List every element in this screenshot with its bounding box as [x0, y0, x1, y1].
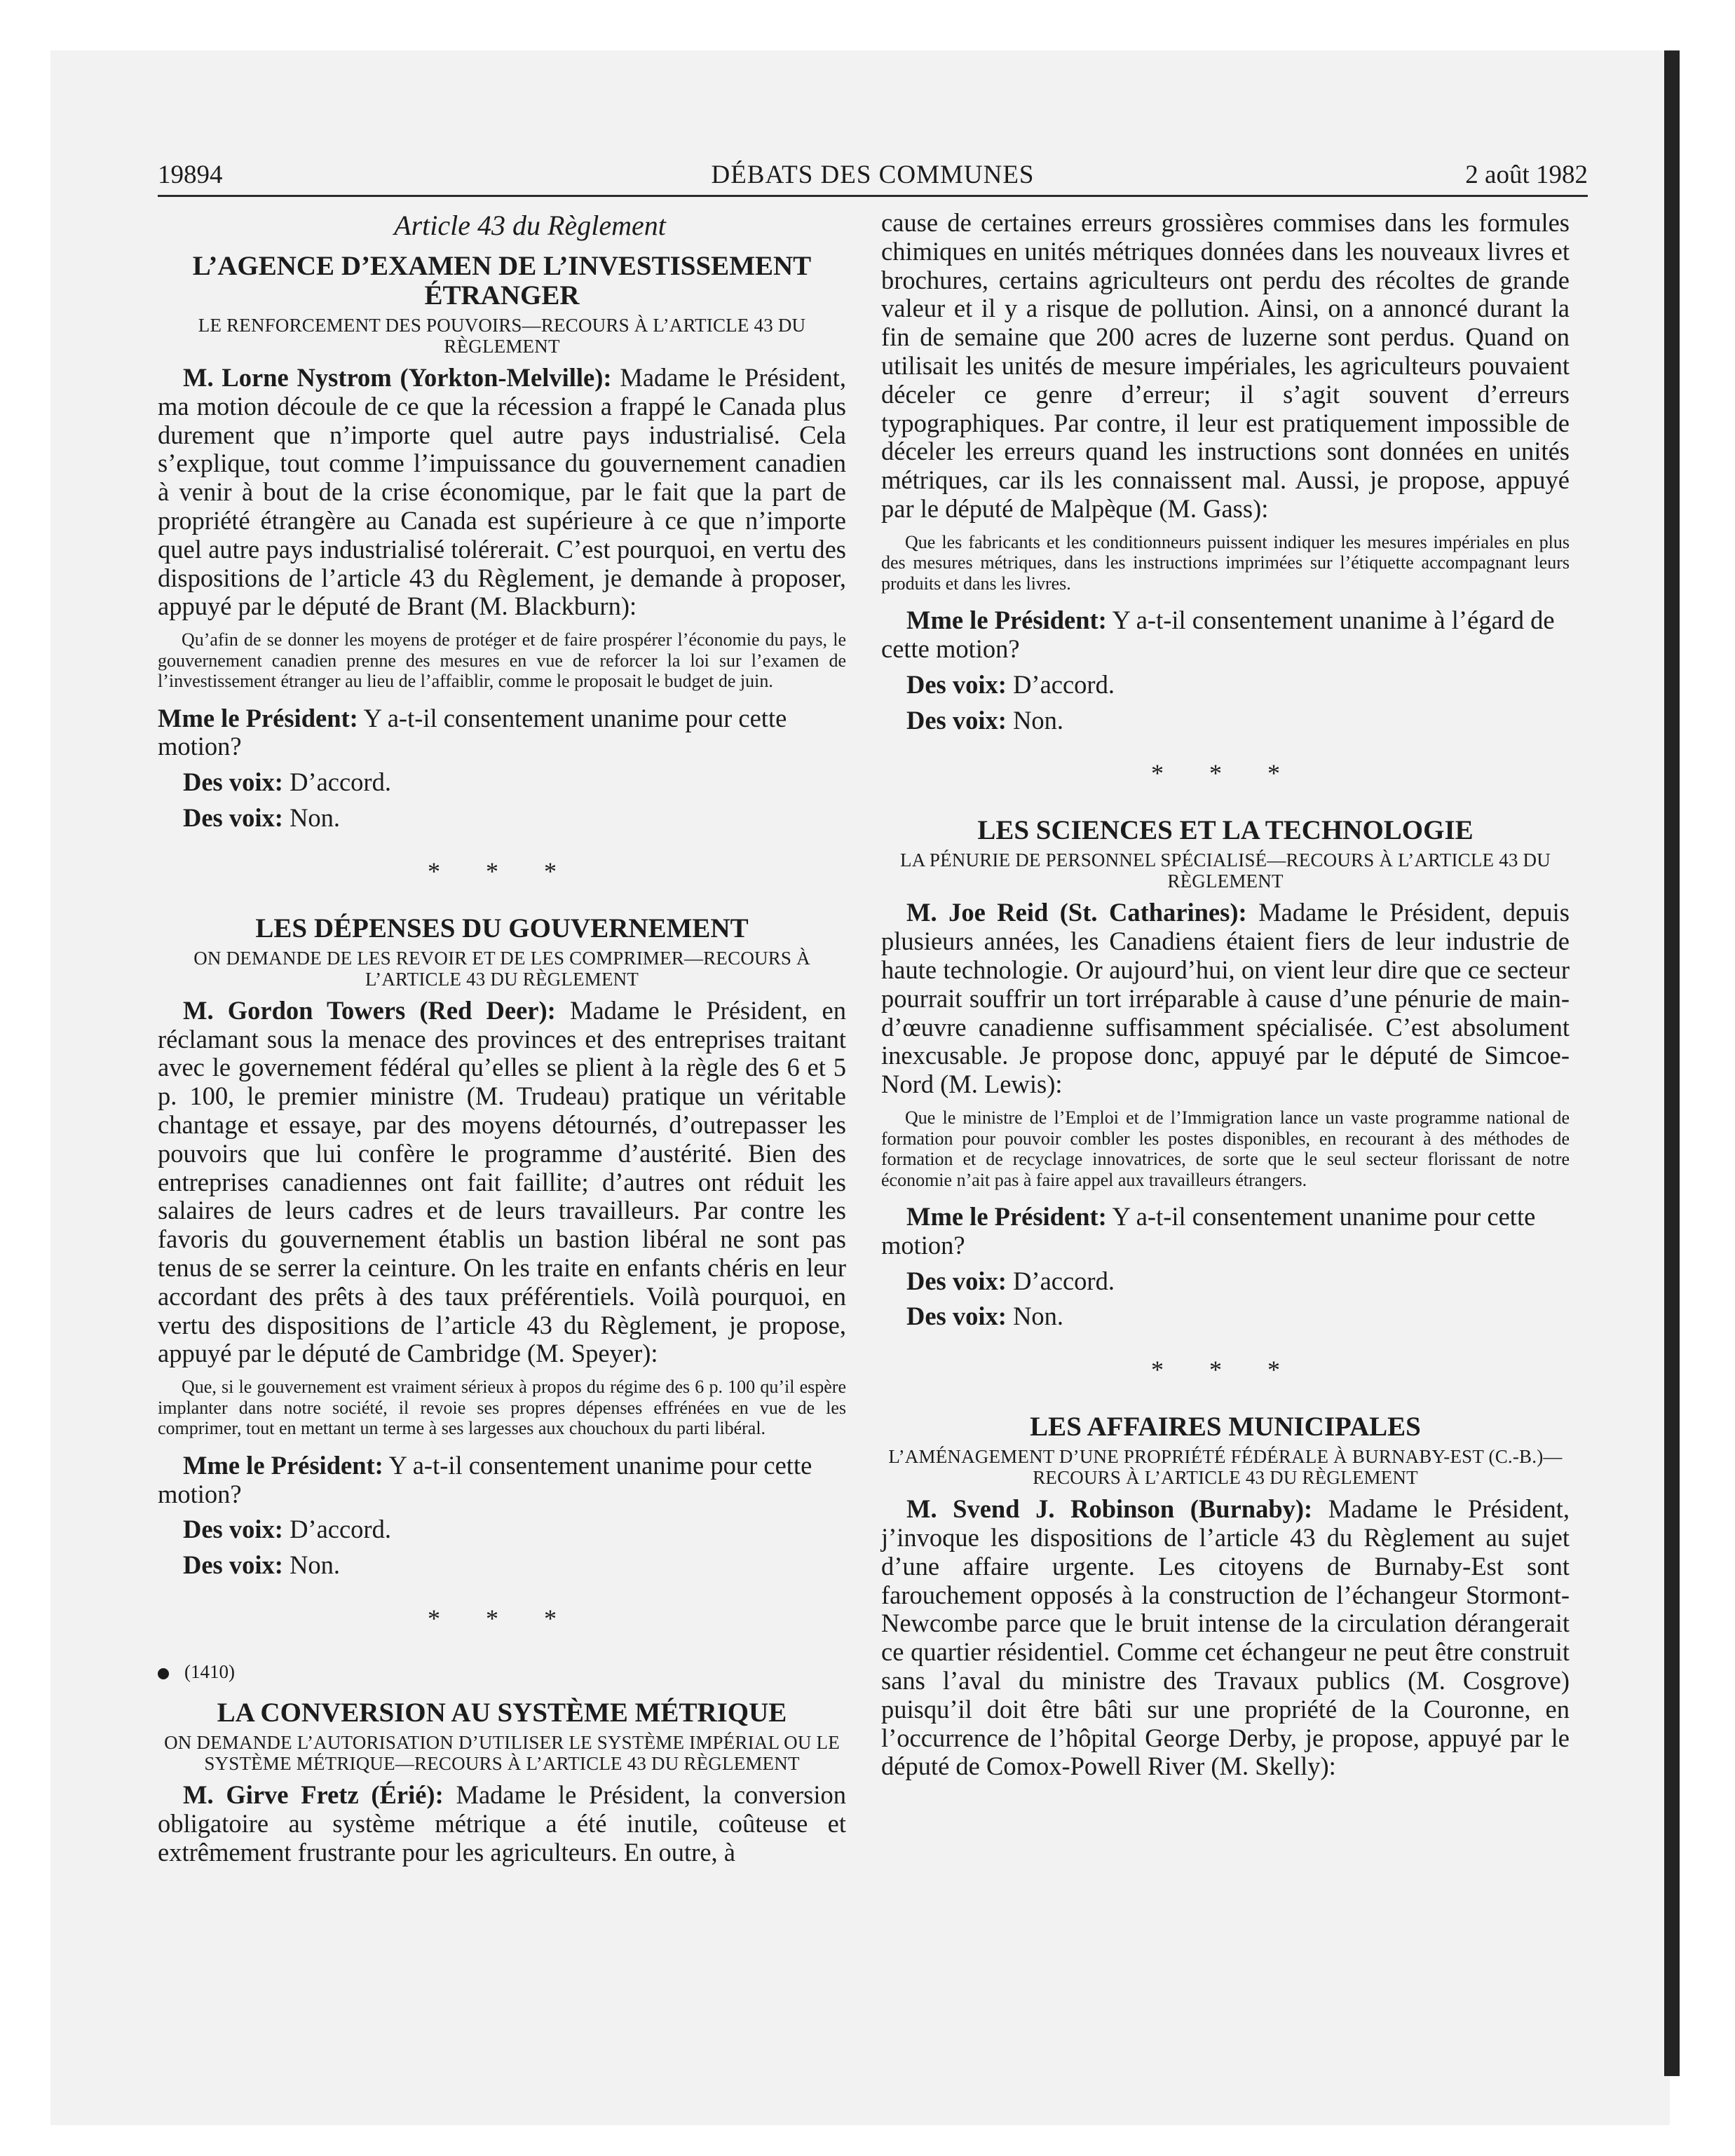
reply-text: Non. [283, 803, 341, 833]
section-separator: * * * [1151, 759, 1300, 788]
heading-metric-conversion: LA CONVERSION AU SYSTÈME MÉTRIQUE [217, 1697, 787, 1728]
reply-text: Non. [1006, 1302, 1064, 1331]
speech-text: Madame le Président, ma motion découle de ce que la récession a frappé le Canada plus durement que n’importe quel autre pays industrialisé. Cela s’explique, tout comme l’impuissance du gouvernement canadien à venir à bout de la crise économique, par le fait que la part de propriété étrangère au Canada est supérieure à ce que n’importe quel autre pays industrialisé tolérerait. C’est pourquoi, en vertu des dispositions de l’article 43 du Règlement, je demande à proposer, appuyé par le député de Brant (M. Blackburn): [158, 363, 846, 621]
heading-science-technology: LES SCIENCES ET LA TECHNOLOGIE [977, 815, 1474, 846]
voices-reply [881, 1267, 1570, 1296]
reply-text: Non. [283, 1550, 341, 1580]
heading-foreign-investment: L’AGENCE D’EXAMEN DE L’INVESTISSEMENT ÉTRANGER [192, 251, 812, 311]
chair-question [158, 1452, 846, 1509]
voices-reply [881, 1302, 1570, 1331]
voices-reply [158, 768, 846, 797]
motion-text: Qu’afin de se donner les moyens de protéger et de faire prospérer l’économie du pays, le gouvernement canadien prenne des mesures en vue de reforcer la loi sur l’examen de l’investissement étranger au lieu de l’affaiblir, comme le proposait le budget de juin. [158, 629, 846, 692]
chair-question [881, 606, 1570, 664]
speaker-name: Mme le Président: [158, 703, 358, 732]
subheading-metric-conversion: ON DEMANDE L’AUTORISATION D’UTILISER LE SYSTÈME IMPÉRIAL OU LE SYSTÈME MÉTRIQUE—RECOURS À L’ARTICLE 43 DU RÈGLEMENT [164, 1731, 840, 1774]
motion-text: Que les fabricants et les conditionneurs puissent indiquer les mesures impériales en plus des mesures métriques, dans les instructions imprimées sur l’étiquette accompagnant leurs produits et dans les livres. [881, 531, 1570, 594]
reply-text: D’accord. [283, 767, 391, 797]
publication-title: DÉBATS DES COMMUNES [711, 161, 1035, 189]
speaker-name: Des voix: [906, 1302, 1007, 1331]
speaker-name: Des voix: [183, 1515, 283, 1544]
speaker-name: M. Svend J. Robinson (Burnaby): [906, 1494, 1313, 1524]
voices-reply [158, 1515, 846, 1544]
speaker-name: Des voix: [906, 669, 1007, 699]
speech-reid [881, 899, 1570, 1099]
voices-reply [158, 804, 846, 833]
speech-text: Madame le Président, en réclamant sous la menace des provinces et des entreprises traitant avec le governement fédéral qu’elles se plient à la règle des 6 et 5 p. 100, le premier ministre (M. Trudeau) pratique un véritable chantage et essaye, par des moyens détournés, d’outrepasser les pouvoirs que lui confère le programme d’austérité. Bien des entreprises canadiennes ont fait faillite; d’autres ont réduit les salaires de leurs cadres et de leurs travailleurs. Par contre les favoris du gouvernement établis un bastion libéral ne sont pas tenus de se serrer la ceinture. On les traite en enfants chéris en leur accordant des prêts à des taux préférentiels. Voilà pourquoi, en vertu des dispositions de l’article 43 du Règlement, je propose, appuyé par le député de Cambridge (M. Speyer): [158, 995, 846, 1368]
speaker-name: Mme le Président: [183, 1450, 383, 1480]
subheading-municipal-affairs: L’AMÉNAGEMENT D’UNE PROPRIÉTÉ FÉDÉRALE À BURNABY-EST (C.-B.)—RECOURS À L’ARTICLE 43 DU RÈGLEMENT [888, 1446, 1563, 1489]
subheading-science-technology: LA PÉNURIE DE PERSONNEL SPÉCIALISÉ—RECOURS À L’ARTICLE 43 DU RÈGLEMENT [900, 850, 1551, 892]
reply-text: Y a-t-il consentement unanime pour cette motion? [158, 703, 787, 761]
reply-text: D’accord. [1006, 669, 1115, 699]
speech-text: Madame le Président, la conversion obligatoire au système métrique a été inutile, coûteuse et extrêmement frustrante pour les agriculteurs. En outre, à [158, 1780, 846, 1867]
speech-fretz [158, 1781, 846, 1867]
speaker-name: M. Lorne Nystrom (Yorkton-Melville): [183, 363, 612, 392]
heading-government-spending: LES DÉPENSES DU GOUVERNEMENT [255, 913, 749, 943]
speaker-name: Mme le Président: [906, 606, 1107, 635]
speaker-name: M. Gordon Towers (Red Deer): [183, 995, 556, 1025]
speech-towers [158, 997, 846, 1368]
speaker-name: M. Joe Reid (St. Catharines): [906, 898, 1247, 927]
speaker-name: Mme le Président: [906, 1202, 1107, 1231]
chair-question [158, 704, 846, 762]
speaker-name: M. Girve Fretz (Érié): [183, 1780, 444, 1809]
heading-municipal-affairs: LES AFFAIRES MUNICIPALES [1030, 1412, 1421, 1442]
reply-text: D’accord. [1006, 1266, 1115, 1295]
section-separator: * * * [428, 1604, 576, 1632]
motion-text: Que, si le gouvernement est vraiment sérieux à propos du régime des 6 p. 100 qu’il espère implanter dans notre société, il revoie ses propres dépenses effrénées en vue de les comprimer, tout en mettant un terme à ses largesses aux chouchoux du parti libéral. [158, 1377, 846, 1439]
subheading-government-spending: ON DEMANDE DE LES REVOIR ET DE LES COMPRIMER—RECOURS À L’ARTICLE 43 DU RÈGLEMENT [193, 947, 810, 990]
reply-text: Non. [1006, 705, 1064, 735]
speaker-name: Des voix: [183, 803, 283, 833]
speaker-name: Des voix: [183, 1550, 283, 1580]
voices-reply [158, 1551, 846, 1580]
speaker-name: Des voix: [183, 767, 283, 797]
bullet-icon [158, 1668, 169, 1679]
reply-text: Y a-t-il consentement unanime à l’égard de cette motion? [881, 606, 1555, 664]
reply-text: D’accord. [283, 1515, 391, 1544]
right-column [881, 209, 1570, 1781]
reply-text: Y a-t-il consentement unanime pour cette motion? [158, 1450, 812, 1508]
page-header [158, 160, 1588, 197]
speech-text: Madame le Président, depuis plusieurs années, les Canadiens étaient fiers de leur industrie de haute technologie. Or aujourd’hui, on vient leur dire que ce secteur pourrait souffrir un tort irréparable à cause d’une pénurie de main-d’œuvre canadienne suffisamment spécialisée. C’est absolument inexcusable. Je propose donc, appuyé par le député de Simcoe-Nord (M. Lewis): [881, 898, 1570, 1099]
time-marker [158, 1661, 846, 1683]
publication-date: 2 août 1982 [1465, 161, 1588, 189]
scan-edge-bar [1664, 50, 1680, 2076]
speech-robinson [881, 1495, 1570, 1781]
chair-question [881, 1203, 1570, 1260]
speech-fretz-continued: cause de certaines erreurs grossières commises dans les formules chimiques en unités métriques données dans les nouveaux livres et brochures, certains agriculteurs ont perdu des récoltes de grande valeur et il y a risque de pollution. Ainsi, on a annoncé durant la fin de semaine que 200 acres de luzerne sont perdus. Quand on utilisait les unités de mesure impériales, les agriculteurs pouvaient déceler ce genre d’erreur; il s’agit souvent d’erreurs typographiques. Par contre, il leur est pratiquement impossible de déceler les erreurs quand les instructions sont données en unités métriques, car ils les connaissent mal. Aussi, je propose, appuyé par le député de Malpèque (M. Gass): [881, 208, 1570, 523]
speaker-name: Des voix: [906, 705, 1007, 735]
subheading-foreign-investment: LE RENFORCEMENT DES POUVOIRS—RECOURS À L’ARTICLE 43 DU RÈGLEMENT [198, 315, 806, 357]
motion-text: Que le ministre de l’Emploi et de l’Immigration lance un vaste programme national de formation pour pouvoir combler les postes disponibles, en recourant à des méthodes de formation et de recyclage innovatrices, de sorte que le seul secteur florissant de notre économie n’ait pas à faire appel aux travailleurs étrangers. [881, 1107, 1570, 1190]
speech-nystrom [158, 364, 846, 621]
reply-text: Y a-t-il consentement unanime pour cette motion? [881, 1202, 1536, 1260]
page-number: 19894 [158, 161, 223, 189]
section-separator: * * * [428, 857, 576, 885]
section-label: Article 43 du Règlement [394, 210, 666, 241]
time-marker-text: (1410) [184, 1660, 235, 1682]
speaker-name: Des voix: [906, 1266, 1007, 1295]
left-column [158, 209, 846, 1867]
voices-reply [881, 671, 1570, 700]
speech-text: Madame le Président, j’invoque les dispositions de l’article 43 du Règlement au sujet d’une affaire urgente. Les citoyens de Burnaby-Est sont farouchement opposés à la construction de l’échangeur Stormont-Newcombe parce que le bruit intense de la circulation dérangerait ce quartier résidentiel. Comme cet échangeur ne peut être construit sans l’aval du ministre des Travaux publics (M. Cosgrove) puisqu’il doit être bâti sur une propriété de la Couronne, en l’occurrence de l’hôpital George Derby, je propose, appuyé par le député de Comox-Powell River (M. Skelly): [881, 1494, 1570, 1781]
voices-reply [881, 707, 1570, 735]
section-separator: * * * [1151, 1356, 1300, 1384]
